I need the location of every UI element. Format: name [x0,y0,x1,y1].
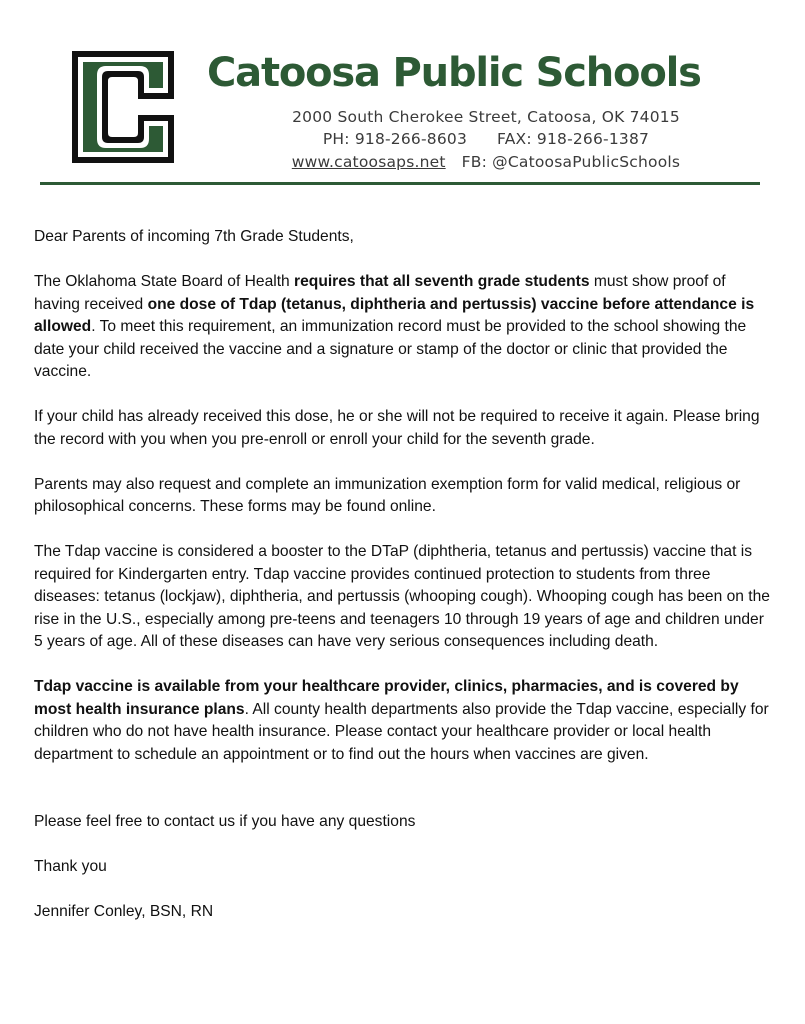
header-divider [40,182,760,185]
requirement-emphasis: requires that all seventh grade students [294,273,590,290]
school-name: Catoosa Public Schools [207,50,701,96]
dose-emphasis: one dose of Tdap (tetanus, diphtheria and pertussis) vaccine before attendance is allowed [34,295,755,335]
letterhead [0,0,805,200]
paragraph-already-received: If your child has already received this dose, he or she will not be required to receive it again. Please bring the record with you when you pre-enroll or enroll your child for the seventh grade. [34,408,760,448]
fax-number: FAX: 918-266-1387 [497,130,650,148]
thanks: Thank you [34,858,107,875]
letter-body [34,226,774,946]
website-link[interactable]: www.catoosaps.net [291,153,446,171]
paragraph-availability: Tdap vaccine is available from your healthcare provider, clinics, pharmacies, and is covered by most health insurance plans. All county health departments also provide the Tdap vaccine, especially for children who do not have health insurance. Please contact your healthcare provider or local health department to schedule an appointment or to find out the hours when vaccines are given. [34,678,769,763]
salutation: Dear Parents of incoming 7th Grade Students, [34,228,354,245]
facebook-handle: FB: @CatoosaPublicSchools [461,153,681,171]
school-logo [68,47,178,167]
availability-emphasis: Tdap vaccine is available from your healthcare provider, clinics, pharmacies, and is covered by most health insurance plans [34,678,739,718]
paragraph-exemption: Parents may also request and complete an immunization exemption form for valid medical, religious or philosophical concerns. These forms may be found online. [34,475,741,515]
paragraph-booster-info: The Tdap vaccine is considered a booster to the DTaP (diphtheria, tetanus and pertussis) vaccine that is required for Kindergarten entry. Tdap vaccine provides continued protection to students from three diseases: tetanus (lockjaw), diphtheria, and pertussis (whooping cough). Whooping cough has been on the rise in the U.S., especially among pre-teens and teenagers 10 through 19 years of age and children under 5 years of age. All of these diseases can have very serious consequences including death. [34,543,770,650]
phone-fax-line [226,130,746,148]
signature: Jennifer Conley, BSN, RN [34,903,214,920]
school-address: 2000 South Cherokee Street, Catoosa, OK 74015 [292,108,680,126]
phone-number: PH: 918-266-8603 [322,130,468,148]
paragraph-requirement: The Oklahoma State Board of Health requires that all seventh grade students must show proof of having received one dose of Tdap (tetanus, diphtheria and pertussis) vaccine before attendance is allowed. To meet this requirement, an immunization record must be provided to the school showing the date your child received the vaccine and a signature or stamp of the doctor or clinic that provided the vaccine. [34,273,755,380]
web-social-line [226,153,746,171]
closing-note: Please feel free to contact us if you have any questions [34,813,416,830]
